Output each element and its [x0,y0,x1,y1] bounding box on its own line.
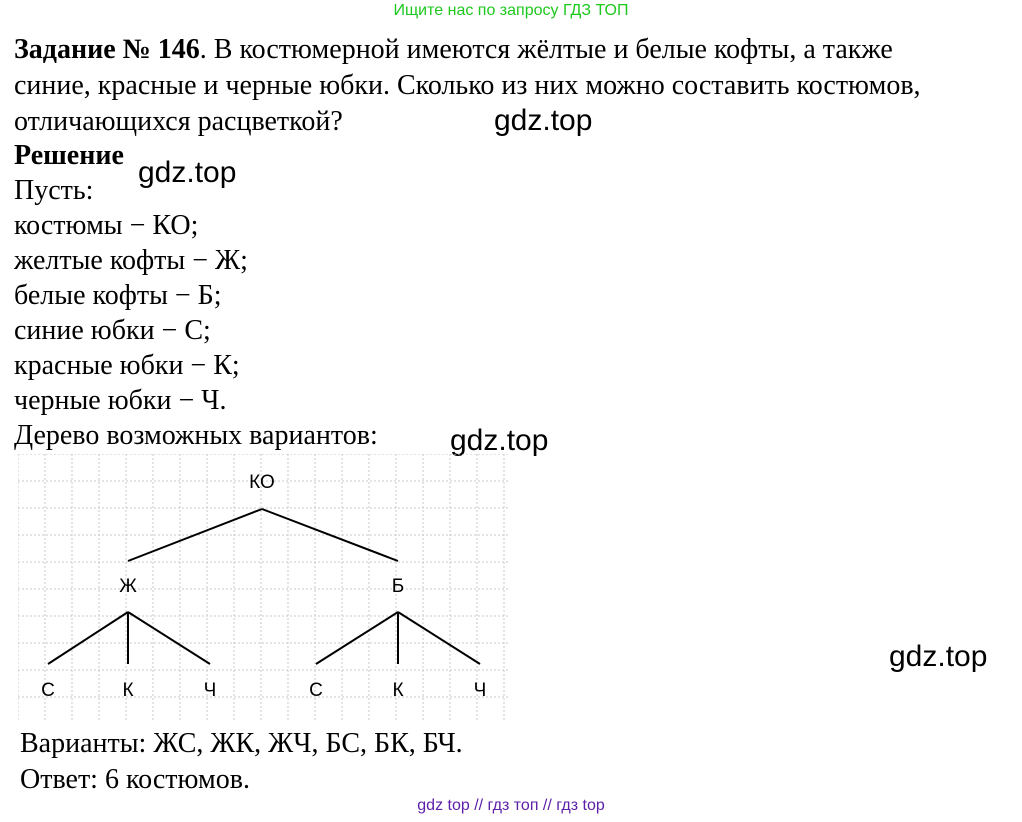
watermark: gdz.top [494,104,593,137]
footer-links[interactable]: gdz top // гдз топ // гдз top [417,797,605,814]
watermark: gdz.top [450,424,549,457]
watermark: gdz.top [889,640,988,673]
leaf-zh-k: К [122,680,134,701]
tree-edges [48,509,480,664]
watermark: gdz.top [138,156,237,189]
answer-line: Ответ: 6 костюмов. [20,764,250,795]
leaf-b-ch: Ч [473,680,487,701]
edge-b-ch [398,612,480,664]
edge-zh-s [48,612,128,664]
solution-heading: Решение [14,140,124,171]
edge-b-s [316,612,398,664]
grid-background [18,454,508,720]
solution-line: костюмы − КО; [14,210,199,241]
task-line-2: синие, красные и черные юбки. Сколько из них можно составить костюмов, [14,70,921,101]
solution-line: синие юбки − С; [14,315,211,346]
leaf-zh-ch: Ч [203,680,217,701]
task-line-1 [14,32,1014,68]
solution-line: черные юбки − Ч. [14,385,227,416]
leaf-zh-s: С [41,680,55,701]
task-title: Задание № 146 [14,34,200,65]
task-line-3: отличающихся расцветкой? [14,106,343,137]
edge-root-zh [128,509,262,561]
top-banner[interactable]: Ищите нас по запросу ГДЗ ТОП [393,2,629,19]
variants-tree [18,454,508,720]
edge-zh-ch [128,612,210,664]
solution-line: Дерево возможных вариантов: [14,420,378,451]
answers-block [20,726,463,798]
node-b: Б [391,576,405,597]
leaf-b-s: С [309,680,323,701]
solution-line: Пусть: [14,175,94,206]
solution-line: красные юбки − К; [14,350,240,381]
variants-line: Варианты: ЖС, ЖК, ЖЧ, БС, БК, БЧ. [20,728,463,759]
task-text-1: . В костюмерной имеются жёлтые и белые кофты, а также [199,34,893,65]
node-root: КО [249,472,275,493]
node-zh: Ж [119,576,137,597]
leaf-b-k: К [392,680,404,701]
solution-line: белые кофты − Б; [14,280,222,311]
solution-line: желтые кофты − Ж; [14,245,248,276]
